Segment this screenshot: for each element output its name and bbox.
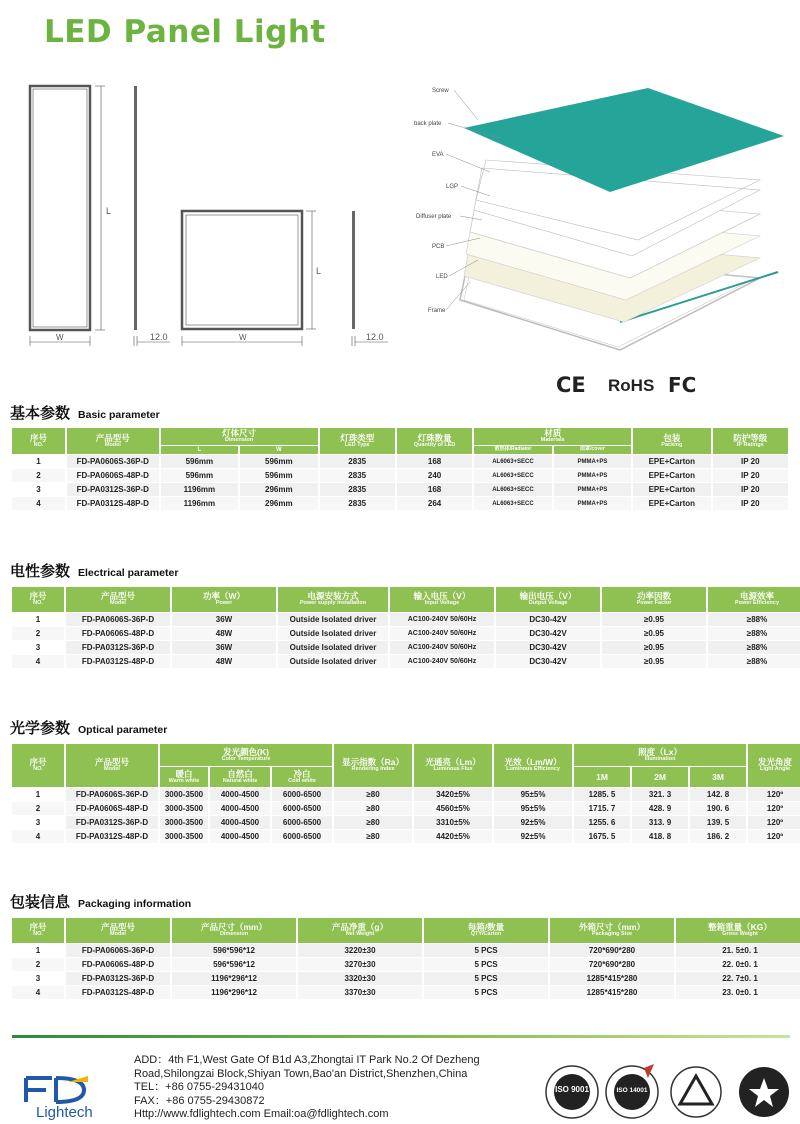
electrical-table: 序号 NO. 产品型号 Model 功率（W） Power 电源安装方式 Power supply installation 输入电压（V） Input Voltage 输出电压（V） Output Voltage 功率因数 Power Factor 电源效率 Power Efficiency 1 FD-PA0606S-36P-D 36W Outside Isolated driver AC100-240V 50/60Hz DC30-42V ≥0.95 ≥88% 2 FD-PA0606S-48P-D 48W Outside Isolated driver AC100-240V 50/60Hz DC30-42V ≥0.95 ≥88% 3 FD-PA0312S-36P-D 36W Outside Isolated driver AC100-240V 50/60Hz DC30-42V ≥0.95 ≥88% 4 FD-PA0312S-48P-D 48W Outside Isolated driver AC100-240V 50/60Hz DC30-42V ≥0.95 ≥88%	[10, 586, 800, 669]
long-panel-drawing	[30, 86, 170, 346]
table-row: 2 FD-PA0606S-48P-D 3000-3500 4000-4500 6000-6500 ≥80 4560±5% 95±5% 1715. 7 428. 9 190. 6 120º	[12, 802, 800, 815]
svg-text:PCB: PCB	[432, 244, 445, 250]
logo-text: Lightech	[36, 1104, 93, 1120]
fcc-mark: FC	[668, 373, 696, 397]
packaging-heading: 包装信息 Packaging information	[10, 893, 192, 911]
product-drawings	[0, 60, 800, 370]
triangle-badge	[671, 1067, 721, 1117]
basic-heading: 基本参数 Basic parameter	[10, 404, 160, 422]
table-row: 2 FD-PA0606S-48P-D 596mm 596mm 2835 240 AL6063+SECC PMMA+PS EPE+Carton IP 20	[12, 469, 788, 482]
company-logo	[22, 1072, 122, 1120]
svg-text:Frame: Frame	[428, 308, 446, 314]
square-panel-drawing	[182, 211, 388, 346]
table-row: 4 FD-PA0312S-48P-D 3000-3500 4000-4500 6000-6500 ≥80 4420±5% 92±5% 1675. 5 418. 8 186. 2 120º	[12, 830, 800, 843]
table-row: 3 FD-PA0312S-36P-D 36W Outside Isolated driver AC100-240V 50/60Hz DC30-42V ≥0.95 ≥88%	[12, 641, 800, 654]
table-row: 2 FD-PA0606S-48P-D 48W Outside Isolated driver AC100-240V 50/60Hz DC30-42V ≥0.95 ≥88%	[12, 627, 800, 640]
optical-heading: 光学参数 Optical parameter	[10, 719, 168, 737]
basic-table: 序号 NO. 产品型号 Model 灯体尺寸 Dimension 灯珠类型 LED Type 灯珠数量 Quantity of LED 材质 Materials 包装 Packing 防护等级 IP Ratings L W 散热体/Radiator 面罩/cover 1 FD-PA0606S-36P-D 596mm 596mm 2835 168 AL6063+SECC PMMA+PS EPE+Carton IP 20 2 FD-PA0606S-48P-D 596mm 596mm 2835 240 AL6063+SECC PMMA+PS EPE+Carton IP 20 3 FD-PA0312S-36P-D 1196mm 296mm 2835 168 AL6063+SECC PMMA+PS EPE+Carton IP 20 4 FD-PA0312S-48P-D 1196mm 296mm 2835 264 AL6063+SECC PMMA+PS EPE+Carton IP 20	[10, 427, 790, 511]
svg-text:Screw: Screw	[432, 88, 449, 94]
table-row: 1 FD-PA0606S-36P-D 3000-3500 4000-4500 6000-6500 ≥80 3420±5% 95±5% 1285. 5 321. 3 142. 8 120º	[12, 788, 800, 801]
thickness-label-2: 12.0	[366, 332, 384, 342]
certification-marks	[556, 372, 696, 398]
table-row: 1 FD-PA0606S-36P-D 596mm 596mm 2835 168 AL6063+SECC PMMA+PS EPE+Carton IP 20	[12, 455, 788, 468]
tel: TEL：+86 0755-29431040	[134, 1081, 264, 1093]
dim-l-label: L	[106, 206, 112, 216]
table-row: 3 FD-PA0312S-36P-D 3000-3500 4000-4500 6000-6500 ≥80 3310±5% 92±5% 1255. 6 313. 9 139. 5 120º	[12, 816, 800, 829]
svg-text:LED: LED	[436, 274, 448, 280]
iso9001-badge	[546, 1066, 598, 1118]
svg-text:EVA: EVA	[432, 152, 444, 158]
table-row: 4 FD-PA0312S-48P-D 48W Outside Isolated driver AC100-240V 50/60Hz DC30-42V ≥0.95 ≥88%	[12, 655, 800, 668]
exploded-view	[460, 88, 784, 350]
table-row: 1 FD-PA0606S-36P-D 596*596*12 3220±30 5 PCS 720*690*280 21. 5±0. 1	[12, 944, 800, 957]
address-line-2: Road,Shilongzai Block,Shiyan Town,Bao'an District,Shenzhen,China	[134, 1067, 468, 1080]
fax: FAX：+86 0755-29430872	[134, 1094, 265, 1107]
table-row: 4 FD-PA0312S-48P-D 1196mm 296mm 2835 264 AL6063+SECC PMMA+PS EPE+Carton IP 20	[12, 497, 788, 510]
svg-text:ISO 14001: ISO 14001	[616, 1087, 648, 1094]
thickness-label: 12.0	[150, 332, 168, 342]
address-line-1: ADD：4th F1,West Gate Of B1d A3,Zhongtai IT Park No.2 Of Dezheng	[134, 1054, 480, 1066]
svg-text:LGP: LGP	[446, 184, 459, 190]
iso14001-badge	[606, 1064, 658, 1118]
electrical-heading: 电性参数 Electrical parameter	[10, 562, 179, 580]
contact-info	[134, 1054, 480, 1122]
table-row: 4 FD-PA0312S-48P-D 1196*296*12 3370±30 5 PCS 1285*415*280 23. 0±0. 1	[12, 986, 800, 999]
svg-text:Diffuser plate: Diffuser plate	[416, 214, 452, 220]
optical-table: 序号 NO. 产品型号 Model 发光颜色(K) Color Temperature 显示指数（Ra） Rendering Index 光通亮（Lm） Luminous Flux 光效（Lm/W） Luminous Efficiency 照度（Lx） Illumination 发光角度 Light Angle 暖白 Warm white 自然白 Natural white 冷白 Cold white 1M 2M 3M 1 FD-PA0606S-36P-D 3000-3500 4000-4500 6000-6500 ≥80 3420±5% 95±5% 1285. 5 321. 3 142. 8 120º 2 FD-PA0606S-48P-D 3000-3500 4000-4500 6000-6500 ≥80 4560±5% 95±5% 1715. 7 428. 9 190. 6 120º 3 FD-PA0312S-36P-D 3000-3500 4000-4500 6000-6500 ≥80 3310±5% 92±5% 1255. 6 313. 9 139. 5 120º 4 FD-PA0312S-48P-D 3000-3500 4000-4500 6000-6500 ≥80 4420±5% 92±5% 1675. 5 418. 8 186. 2 120º	[10, 743, 800, 844]
packaging-table: 序号 NO. 产品型号 Model 产品尺寸（mm） Dimension 产品净重（g） Net Weight 每箱/数量 QTY/Carton 外箱尺寸（mm） Packaging Size 整箱重量（KG） Gross Weight 1 FD-PA0606S-36P-D 596*596*12 3220±30 5 PCS 720*690*280 21. 5±0. 1 2 FD-PA0606S-48P-D 596*596*12 3270±30 5 PCS 720*690*280 22. 0±0. 1 3 FD-PA0312S-36P-D 1196*296*12 3320±30 5 PCS 1285*415*280 22. 7±0. 1 4 FD-PA0312S-48P-D 1196*296*12 3370±30 5 PCS 1285*415*280 23. 0±0. 1	[10, 917, 800, 1000]
star-badge	[739, 1067, 789, 1117]
svg-text:back plate: back plate	[414, 121, 442, 127]
rohs-mark: RoHS	[608, 376, 655, 395]
certification-badges	[544, 1062, 794, 1120]
table-row: 3 FD-PA0312S-36P-D 1196mm 296mm 2835 168 AL6063+SECC PMMA+PS EPE+Carton IP 20	[12, 483, 788, 496]
web-email: Http://www.fdlightech.com Email:oa@fdlightech.com	[134, 1108, 389, 1120]
ce-mark: CE	[556, 373, 586, 397]
page-title: LED Panel Light	[44, 14, 326, 50]
dim-w-label-2: W	[239, 333, 247, 342]
table-row: 3 FD-PA0312S-36P-D 1196*296*12 3320±30 5 PCS 1285*415*280 22. 7±0. 1	[12, 972, 800, 985]
svg-text:ISO 9001: ISO 9001	[555, 1085, 589, 1094]
table-row: 1 FD-PA0606S-36P-D 36W Outside Isolated driver AC100-240V 50/60Hz DC30-42V ≥0.95 ≥88%	[12, 613, 800, 626]
dim-w-label: W	[56, 333, 64, 342]
dim-l-label-2: L	[316, 266, 322, 276]
footer-divider	[12, 1035, 790, 1038]
exploded-labels	[414, 88, 458, 314]
table-row: 2 FD-PA0606S-48P-D 596*596*12 3270±30 5 PCS 720*690*280 22. 0±0. 1	[12, 958, 800, 971]
